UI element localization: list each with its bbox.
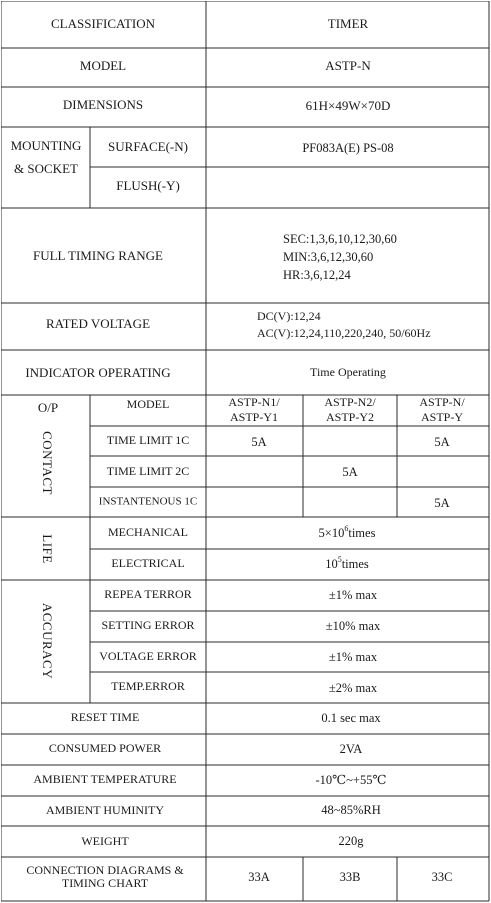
repeat-error-value: ±1% max bbox=[328, 587, 378, 602]
timing-sec: SEC:1,3,6,10,12,30,60 bbox=[283, 231, 397, 246]
instantaneous-1c-label: INSTANTENOUS 1C bbox=[98, 495, 198, 508]
reset-time-label: RESET TIME bbox=[70, 709, 140, 724]
temp-error-label: TEMP.ERROR bbox=[111, 678, 185, 693]
setting-error-label: SETTING ERROR bbox=[101, 617, 195, 632]
electrical-exponent: 5 bbox=[337, 554, 342, 564]
time-limit-2c-label: TIME LIMIT 2C bbox=[106, 463, 190, 478]
connection-33b: 33B bbox=[339, 869, 361, 884]
mechanical-label: MECHANICAL bbox=[108, 524, 188, 539]
voltage-error-label: VOLTAGE ERROR bbox=[99, 648, 197, 663]
mechanical-base: 5×10 bbox=[318, 525, 345, 540]
op-label: O/P bbox=[37, 399, 59, 415]
contact-model-1-line2: ASTP-Y1 bbox=[229, 409, 279, 424]
surface-value: PF083A(E) PS-08 bbox=[302, 140, 394, 155]
mounting-label-line1: MOUNTING bbox=[10, 137, 82, 153]
connection-33c: 33C bbox=[431, 869, 453, 884]
ambient-humidity-label: AMBIENT HUMINITY bbox=[45, 802, 165, 817]
connection-33a: 33A bbox=[248, 869, 270, 884]
consumed-power-value: 2VA bbox=[339, 741, 363, 756]
connection-label-line1: CONNECTION DIAGRAMS & bbox=[26, 862, 184, 877]
classification-value: TIMER bbox=[327, 15, 369, 31]
ambient-temperature-value: -10℃~+55℃ bbox=[315, 772, 387, 787]
timing-hr: HR:3,6,12,24 bbox=[283, 267, 351, 282]
voltage-ac: AC(V):12,24,110,220,240, 50/60Hz bbox=[257, 325, 431, 340]
indicator-value: Time Operating bbox=[310, 364, 386, 379]
reset-time-value: 0.1 sec max bbox=[321, 710, 381, 725]
dimensions-value: 61H×49W×70D bbox=[305, 97, 391, 113]
indicator-label: INDICATOR OPERATING bbox=[25, 364, 171, 380]
time-limit-1c-model-3: 5A bbox=[434, 434, 450, 449]
model-value: ASTP-N bbox=[325, 57, 371, 73]
electrical-label: ELECTRICAL bbox=[111, 555, 185, 570]
repeat-error-label: REPEA TERROR bbox=[104, 586, 192, 601]
connection-label-line2: TIMING CHART bbox=[61, 875, 149, 890]
contact-model-label: MODEL bbox=[126, 396, 170, 411]
dimensions-label: DIMENSIONS bbox=[62, 96, 144, 112]
mechanical-exponent: 6 bbox=[344, 523, 349, 533]
model-label: MODEL bbox=[79, 57, 127, 73]
temp-error-value: ±2% max bbox=[328, 680, 378, 695]
voltage-error-value: ±1% max bbox=[328, 649, 378, 664]
contact-group-label: CONTACT bbox=[40, 431, 56, 495]
accuracy-group-label: ACCURACY bbox=[40, 602, 56, 680]
setting-error-value: ±10% max bbox=[325, 618, 381, 633]
timing-label: FULL TIMING RANGE bbox=[33, 247, 163, 263]
ambient-humidity-value: 48~85%RH bbox=[321, 802, 381, 817]
ambient-temperature-label: AMBIENT TEMPERATURE bbox=[33, 771, 177, 786]
timing-min: MIN:3,6,12,30,60 bbox=[283, 249, 374, 264]
contact-model-2-line1: ASTP-N2/ bbox=[324, 394, 376, 409]
time-limit-2c-model-2: 5A bbox=[342, 464, 358, 479]
contact-model-1-line1: ASTP-N1/ bbox=[228, 394, 280, 409]
time-limit-1c-label: TIME LIMIT 1C bbox=[106, 432, 190, 447]
mechanical-value bbox=[319, 524, 376, 540]
electrical-unit: times bbox=[341, 556, 369, 571]
contact-model-3-line1: ASTP-N/ bbox=[419, 394, 465, 409]
spec-table bbox=[1, 1, 490, 902]
voltage-label: RATED VOLTAGE bbox=[45, 315, 151, 331]
instantaneous-1c-model-3: 5A bbox=[434, 495, 450, 510]
mounting-label-line2: & SOCKET bbox=[14, 160, 78, 176]
contact-model-3-line2: ASTP-Y bbox=[420, 409, 464, 424]
weight-label: WEIGHT bbox=[81, 833, 129, 848]
time-limit-1c-model-1: 5A bbox=[251, 434, 267, 449]
contact-model-2-line2: ASTP-Y2 bbox=[325, 409, 375, 424]
electrical-value bbox=[325, 555, 369, 571]
flush-label: FLUSH(-Y) bbox=[116, 177, 180, 193]
life-group-label: LIFE bbox=[40, 534, 56, 564]
table-grid bbox=[1, 1, 489, 901]
surface-label: SURFACE(-N) bbox=[108, 138, 188, 154]
consumed-power-label: CONSUMED POWER bbox=[48, 740, 162, 755]
voltage-dc: DC(V):12,24 bbox=[257, 308, 321, 323]
mechanical-unit: times bbox=[348, 525, 376, 540]
classification-label: CLASSIFICATION bbox=[50, 15, 156, 31]
electrical-base: 10 bbox=[325, 556, 338, 571]
weight-value: 220g bbox=[338, 833, 364, 848]
